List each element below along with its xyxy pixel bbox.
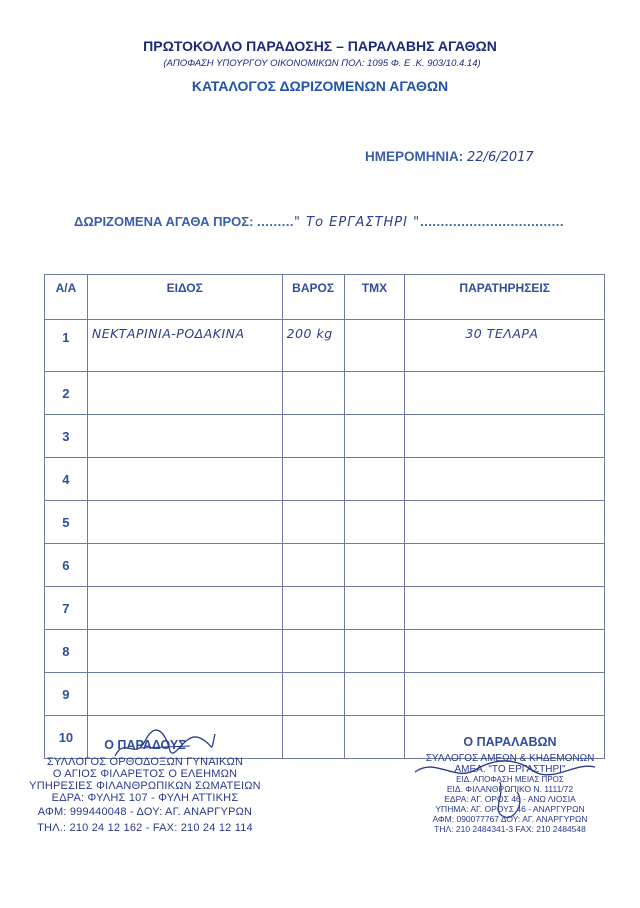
row-number: 5 (45, 501, 88, 544)
recipient-label: ΔΩΡΙΖΟΜΕΝΑ ΑΓΑΘΑ ΠΡΟΣ: (74, 214, 254, 229)
catalog-title: ΚΑΤΑΛΟΓΟΣ ΔΩΡΙΖΟΜΕΝΩΝ ΑΓΑΘΩΝ (191, 78, 449, 94)
table-row (45, 630, 605, 673)
row-weight[interactable] (282, 587, 344, 630)
deliverer-stamp-line: ΕΔΡΑ: ΦΥΛΗΣ 107 - ΦΥΛΗ ΑΤΤΙΚΗΣ (51, 792, 239, 804)
receiver-stamp-line: ΑΦΜ: 090077767 ΔΟΥ: ΑΓ. ΑΝΑΡΓΥΡΩΝ (432, 814, 588, 824)
row-number: 1 (45, 320, 88, 372)
row-notes[interactable] (405, 544, 605, 587)
row-item[interactable] (87, 372, 282, 415)
row-notes[interactable]: 30 ΤΕΛΑΡΑ (405, 320, 605, 372)
row-weight[interactable] (282, 673, 344, 716)
recipient-field: ΔΩΡΙΖΟΜΕΝΑ ΑΓΑΘΑ ΠΡΟΣ: ........." Το ΕΡΓΑΣΤΗΡΙ "................................... (74, 214, 565, 230)
row-item[interactable] (87, 415, 282, 458)
col-header-weight: ΒΑΡΟΣ (282, 275, 344, 320)
row-notes[interactable] (405, 630, 605, 673)
row-item[interactable] (87, 544, 282, 587)
row-pcs[interactable] (344, 458, 405, 501)
table-row (45, 501, 605, 544)
row-weight[interactable] (282, 501, 344, 544)
col-header-pcs: ΤΜΧ (344, 275, 405, 320)
receiver-stamp-line: ΥΠΗΜΑ: ΑΓ. ΟΡΟΥΣ 46 - ΑΝΑΡΓΥΡΩΝ (435, 804, 585, 814)
deliverer-stamp-line: Ο ΑΓΙΟΣ ΦΙΛΑΡΕΤΟΣ Ο ΕΛΕΗΜΩΝ (52, 768, 238, 780)
deliverer-stamp-line: ΥΠΗΡΕΣΙΕΣ ΦΙΛΑΝΘΡΩΠΙΚΩΝ ΣΩΜΑΤΕΙΩΝ (29, 780, 261, 792)
deliverer-stamp-line: ΣΥΛΛΟΓΟΣ ΟΡΘΟΔΟΞΩΝ ΓΥΝΑΙΚΩΝ (46, 756, 244, 768)
row-notes[interactable] (405, 673, 605, 716)
table-row (45, 673, 605, 716)
row-number: 8 (45, 630, 88, 673)
receiver-stamp-line: ΕΙΔ. ΑΠΟΦΑΣΗ ΜΕΙΑΣ ΠΡΟΣ (456, 775, 564, 784)
receiver-stamp-line: ΣΥΛΛΟΓΟΣ ΑΜΕΩΝ & ΚΗΔΕΜΟΝΩΝ (425, 753, 595, 764)
row-pcs[interactable] (344, 544, 405, 587)
row-pcs[interactable] (344, 415, 405, 458)
receiver-label: Ο ΠΑΡΑΛΑΒΩΝ (463, 735, 557, 749)
row-weight[interactable] (282, 544, 344, 587)
recipient-value[interactable]: " Το ΕΡΓΑΣΤΗΡΙ " (294, 215, 421, 230)
table-row (45, 458, 605, 501)
row-number: 6 (45, 544, 88, 587)
table-header-row (45, 275, 605, 320)
row-pcs[interactable] (344, 716, 405, 759)
row-number: 3 (45, 415, 88, 458)
row-number: 4 (45, 458, 88, 501)
receiver-stamp-line: ΤΗΛ: 210 2484341-3 FAX: 210 2484548 (434, 824, 586, 834)
row-notes[interactable] (405, 415, 605, 458)
table-row (45, 320, 605, 372)
row-weight[interactable] (282, 716, 344, 759)
deliverer-stamp-line: ΑΦΜ: 999440048 - ΔΟΥ: ΑΓ. ΑΝΑΡΓΥΡΩΝ (37, 806, 253, 818)
row-weight[interactable] (282, 372, 344, 415)
row-number: 7 (45, 587, 88, 630)
row-weight[interactable] (282, 415, 344, 458)
row-pcs[interactable] (344, 320, 405, 372)
row-notes[interactable] (405, 372, 605, 415)
table-row (45, 544, 605, 587)
receiver-stamp-line: ΕΔΡΑ: ΑΓ. ΟΡΟΣ 46 - ΑΝΩ ΛΙΟΣΙΑ (444, 794, 576, 804)
row-item[interactable] (87, 458, 282, 501)
row-item[interactable]: ΝΕΚΤΑΡΙΝΙΑ-ΡΟΔΑΚΙΝΑ (87, 320, 282, 372)
deliverer-stamp-line: ΤΗΛ.: 210 24 12 162 - FAX: 210 24 12 114 (37, 822, 253, 834)
row-weight[interactable] (282, 458, 344, 501)
document-subtitle: (ΑΠΟΦΑΣΗ ΥΠΟΥΡΓΟΥ ΟΙΚΟΝΟΜΙΚΩΝ ΠΟΛ: 1095 Φ. Ε .Κ. 903/10.4.14) (163, 58, 481, 69)
table-row (45, 372, 605, 415)
date-value[interactable]: 22/6/2017 (467, 150, 534, 165)
row-item[interactable] (87, 673, 282, 716)
document-title: ΠΡΩΤΟΚΟΛΛΟ ΠΑΡΑΔΟΣΗΣ – ΠΑΡΑΛΑΒΗΣ ΑΓΑΘΩΝ (143, 38, 497, 54)
row-weight[interactable] (282, 630, 344, 673)
row-pcs[interactable] (344, 372, 405, 415)
col-header-item: ΕΙΔΟΣ (87, 275, 282, 320)
row-item[interactable] (87, 501, 282, 544)
row-number: 2 (45, 372, 88, 415)
row-weight[interactable]: 200 kg (282, 320, 344, 372)
receiver-signature (405, 752, 605, 822)
row-number: 10 (45, 716, 88, 759)
row-item[interactable] (87, 587, 282, 630)
receiver-stamp-line: ΕΙΔ. ΦΙΛΑΝΘΡΩΠΙΚΟ Ν. 1111/72 (446, 784, 574, 794)
col-header-notes: ΠΑΡΑΤΗΡΗΣΕΙΣ (405, 275, 605, 320)
date-field (365, 149, 534, 165)
row-pcs[interactable] (344, 630, 405, 673)
col-header-aa: Α/Α (45, 275, 88, 320)
row-number: 9 (45, 673, 88, 716)
row-notes[interactable] (405, 501, 605, 544)
row-pcs[interactable] (344, 673, 405, 716)
deliverer-label: Ο ΠΑΡΑΔΟΥΣ (104, 738, 186, 752)
goods-table (44, 274, 605, 759)
table-row (45, 587, 605, 630)
receiver-stamp-line: ΑΜΕΑ. "ΤΟ ΕΡΓΑΣΤΗΡΙ" (454, 764, 566, 775)
row-pcs[interactable] (344, 501, 405, 544)
row-notes[interactable] (405, 458, 605, 501)
row-notes[interactable] (405, 587, 605, 630)
row-pcs[interactable] (344, 587, 405, 630)
table-row (45, 415, 605, 458)
deliverer-signature (110, 726, 220, 766)
date-label: ΗΜΕΡΟΜΗΝΙΑ: (365, 149, 464, 164)
row-item[interactable] (87, 630, 282, 673)
